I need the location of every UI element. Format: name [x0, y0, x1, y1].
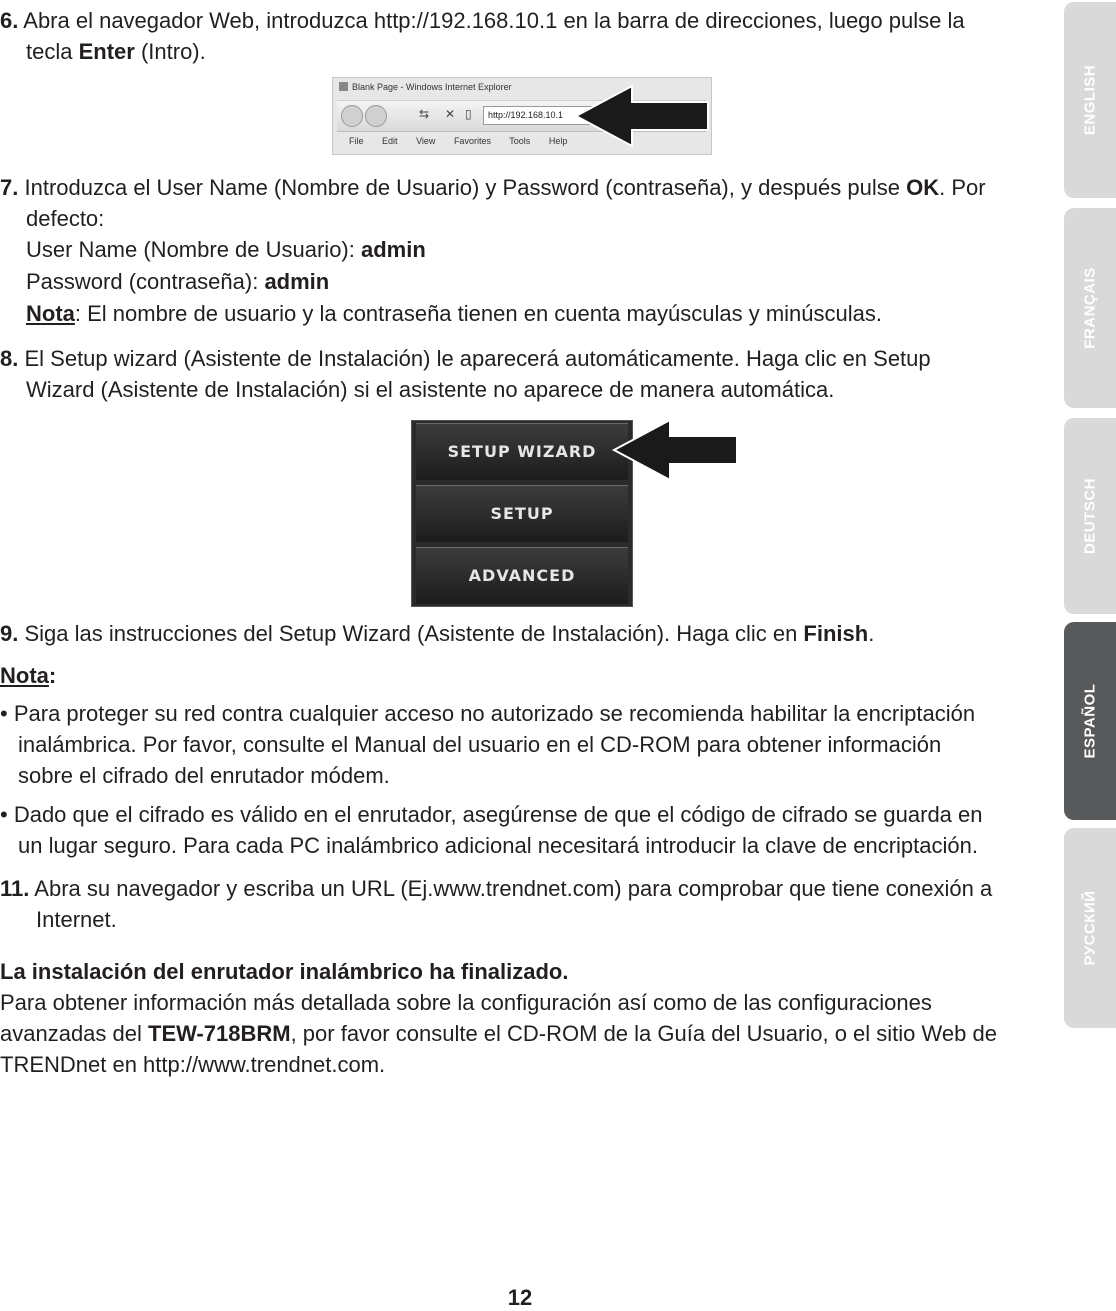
completion-heading: La instalación del enrutador inalámbrico ha finalizado.: [0, 959, 569, 984]
back-icon: [341, 105, 363, 127]
step-11-line-2: Internet.: [36, 907, 117, 932]
setup-wizard-button: SETUP WIZARD: [416, 423, 628, 480]
step-7-note: Nota: El nombre de usuario y la contraseña tienen en cuenta mayúsculas y minúsculas.: [26, 301, 882, 326]
advanced-button: ADVANCED: [416, 547, 628, 604]
page-number: 12: [507, 1285, 533, 1310]
stop-icon: ✕: [445, 107, 456, 121]
menu-file: File: [349, 136, 364, 146]
menu-favorites: Favorites: [453, 136, 491, 146]
step-6-line-2: tecla Enter (Intro).: [26, 39, 206, 64]
page-icon: ▯: [465, 107, 472, 121]
note-bullet-1-line-1: • Para proteger su red contra cualquier acceso no autorizado se recomienda habilitar la encriptación: [0, 701, 976, 726]
step-8-line-1: 8. El Setup wizard (Asistente de Instalación) le aparecerá automáticamente. Haga clic en Setup: [0, 346, 931, 371]
tab-francais[interactable]: FRANÇAIS: [1064, 208, 1116, 408]
menu-view: View: [416, 136, 436, 146]
refresh-icon: ⇆: [419, 107, 430, 121]
ie-icon: [339, 82, 348, 91]
arrow-left-icon: [572, 84, 712, 148]
completion-line-2: avanzadas del TEW-718BRM, por favor consulte el CD-ROM de la Guía del Usuario, o el sitio Web de: [0, 1021, 997, 1046]
bullet-icon: •: [0, 802, 8, 827]
step-8-line-2: Wizard (Asistente de Instalación) si el asistente no aparece de manera automática.: [26, 377, 835, 402]
step-7-line-2: defecto:: [26, 206, 105, 231]
step-11-line-1: 11. Abra su navegador y escriba un URL (Ej.www.trendnet.com) para comprobar que tiene conexión a: [0, 876, 993, 901]
browser-menu-bar: [349, 136, 583, 146]
step-9-number: 9.: [0, 621, 19, 646]
menu-edit: Edit: [382, 136, 398, 146]
step-9: 9. Siga las instrucciones del Setup Wizard (Asistente de Instalación). Haga clic en Finish.: [0, 621, 875, 646]
default-username: User Name (Nombre de Usuario): admin: [26, 237, 426, 262]
tab-english[interactable]: ENGLISH: [1064, 2, 1116, 198]
forward-icon: [365, 105, 387, 127]
bullet-icon: •: [0, 701, 8, 726]
step-7-number: 7.: [0, 175, 19, 200]
note-bullet-2-line-1: • Dado que el cifrado es válido en el enrutador, asegúrense de que el código de cifrado se guarda en: [0, 802, 983, 827]
step-6-line-1: 6. Abra el navegador Web, introduzca http://192.168.10.1 en la barra de direcciones, luego pulse la: [0, 8, 965, 33]
address-bar: http://192.168.10.1: [483, 106, 604, 125]
step-6-number: 6.: [0, 8, 19, 33]
browser-title-bar: Blank Page - Windows Internet Explorer: [339, 82, 512, 92]
tab-espanol[interactable]: ESPAÑOL: [1064, 622, 1116, 820]
tab-russian[interactable]: РУССКИЙ: [1064, 828, 1116, 1028]
menu-tools: Tools: [509, 136, 531, 146]
completion-line-3: TRENDnet en http://www.trendnet.com.: [0, 1052, 386, 1077]
step-7-line-1: 7. Introduzca el User Name (Nombre de Usuario) y Password (contraseña), y después pulse OK. Por: [0, 175, 986, 200]
step-8-number: 8.: [0, 346, 19, 371]
setup-button: SETUP: [416, 485, 628, 542]
router-menu-screenshot: [411, 420, 633, 607]
note-bullet-1-line-2: inalámbrica. Por favor, consulte el Manual del usuario en el CD-ROM para obtener información: [18, 732, 942, 757]
arrow-left-icon: [610, 418, 740, 482]
note-bullet-2-line-2: un lugar seguro. Para cada PC inalámbrico adicional necesitará introducir la clave de encriptación.: [18, 833, 978, 858]
step-11-number: 11.: [0, 876, 30, 901]
tab-deutsch[interactable]: DEUTSCH: [1064, 418, 1116, 614]
note-heading: Nota:: [0, 663, 57, 688]
completion-line-1: Para obtener información más detallada sobre la configuración así como de las configuraciones: [0, 990, 932, 1015]
default-password: Password (contraseña): admin: [26, 269, 330, 294]
note-bullet-1-line-3: sobre el cifrado del enrutador módem.: [18, 763, 390, 788]
menu-help: Help: [548, 136, 568, 146]
